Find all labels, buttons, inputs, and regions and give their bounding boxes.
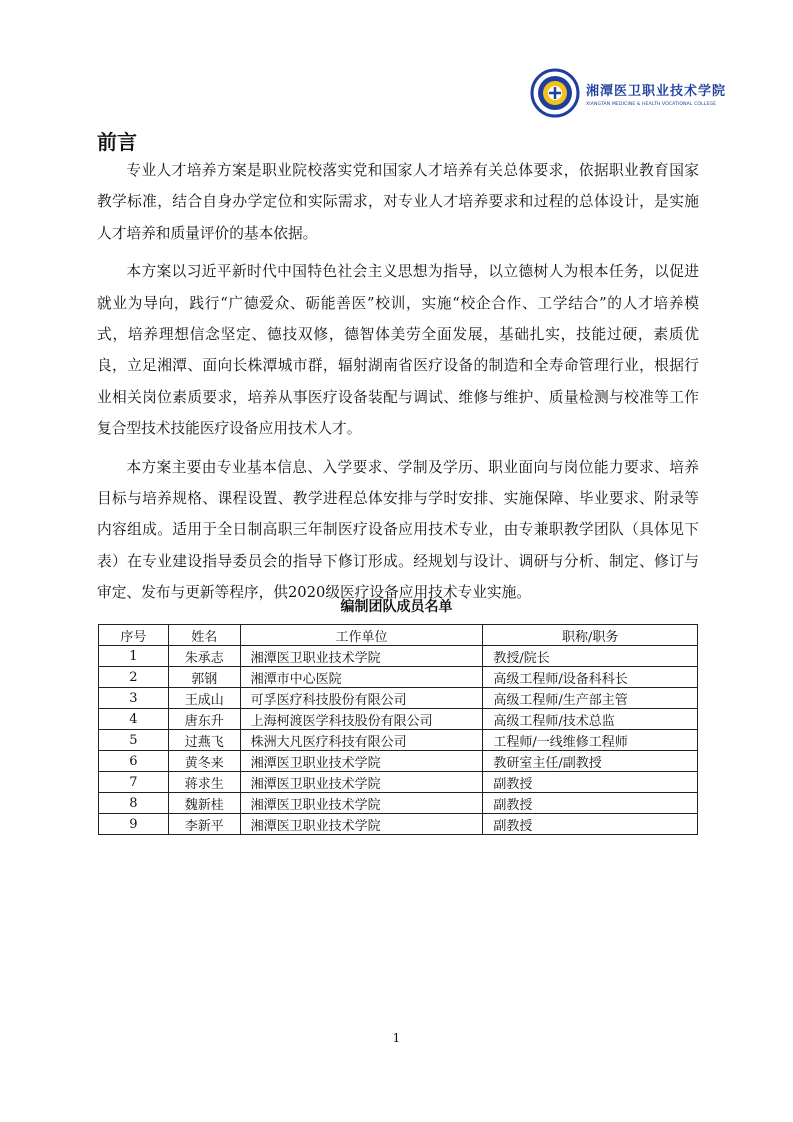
cell-name: 唐东升 bbox=[168, 709, 240, 730]
preface-body bbox=[97, 155, 699, 616]
preface-title: 前言 bbox=[97, 130, 137, 154]
cell-title: 副教授 bbox=[483, 793, 698, 814]
cell-index: 1 bbox=[99, 646, 169, 667]
table-row bbox=[99, 751, 698, 772]
college-name-cn: 湘潭医卫职业技术学院 bbox=[586, 83, 727, 99]
cell-index: 3 bbox=[99, 688, 169, 709]
table-row bbox=[99, 709, 698, 730]
cell-index: 4 bbox=[99, 709, 169, 730]
college-logo bbox=[530, 66, 730, 120]
cell-workplace: 株洲大凡医疗科技有限公司 bbox=[240, 730, 483, 751]
cell-title: 副教授 bbox=[483, 814, 698, 835]
cell-workplace: 湘潭医卫职业技术学院 bbox=[240, 772, 483, 793]
cell-index: 2 bbox=[99, 667, 169, 688]
cell-title: 高级工程师/生产部主管 bbox=[483, 688, 698, 709]
cell-index: 8 bbox=[99, 793, 169, 814]
header-name: 姓名 bbox=[168, 625, 240, 646]
cell-name: 过燕飞 bbox=[168, 730, 240, 751]
college-name-en: XIANGTAN MEDICINE & HEALTH VOCATIONAL COLLEGE bbox=[586, 101, 717, 107]
cell-name: 王成山 bbox=[168, 688, 240, 709]
cell-workplace: 湘潭医卫职业技术学院 bbox=[240, 646, 483, 667]
cell-title: 高级工程师/设备科科长 bbox=[483, 667, 698, 688]
preface-paragraph-2: 本方案以习近平新时代中国特色社会主义思想为指导，以立德树人为根本任务，以促进就业为导向，践行“广德爱众、砺能善医”校训，实施“校企合作、工学结合”的人才培养模式，培养理想信念坚定、德技双修，德智体美劳全面发展，基础扎实，技能过硬，素质优良，立足湘潭、面向长株潭城市群，辐射湖南省医疗设备的制造和全寿命管理行业，根据行业相关岗位素质要求，培养从事医疗设备装配与调试、维修与维护、质量检测与校准等工作复合型技术技能医疗设备应用技术人才。 bbox=[97, 263, 699, 438]
header-title: 职称/职务 bbox=[483, 625, 698, 646]
cell-index: 9 bbox=[99, 814, 169, 835]
cell-name: 魏新桂 bbox=[168, 793, 240, 814]
header-workplace: 工作单位 bbox=[240, 625, 483, 646]
cell-index: 7 bbox=[99, 772, 169, 793]
table-row bbox=[99, 646, 698, 667]
college-seal-icon bbox=[530, 68, 580, 118]
cell-name: 李新平 bbox=[168, 814, 240, 835]
cell-title: 副教授 bbox=[483, 772, 698, 793]
preface-paragraph-3: 本方案主要由专业基本信息、入学要求、学制及学历、职业面向与岗位能力要求、培养目标与培养规格、课程设置、教学进程总体安排与学时安排、实施保障、毕业要求、附录等内容组成。适用于全日制高职三年制医疗设备应用技术专业，由专兼职教学团队（具体见下表）在专业建设指导委员会的指导下修订形成。经规划与设计、调研与分析、制定、修订与审定、发布与更新等程序，供2020级医疗设备应用技术专业实施。 bbox=[97, 458, 699, 602]
preface-paragraph-1: 专业人才培养方案是职业院校落实党和国家人才培养有关总体要求，依据职业教育国家教学标准，结合自身办学定位和实际需求，对专业人才培养要求和过程的总体设计，是实施人才培养和质量评价的基本依据。 bbox=[97, 162, 699, 242]
page-number: 1 bbox=[392, 1031, 401, 1045]
cell-workplace: 上海柯渡医学科技股份有限公司 bbox=[240, 709, 483, 730]
cell-title: 教授/院长 bbox=[483, 646, 698, 667]
cell-title: 高级工程师/技术总监 bbox=[483, 709, 698, 730]
table-row bbox=[99, 772, 698, 793]
cell-index: 5 bbox=[99, 730, 169, 751]
header-index: 序号 bbox=[99, 625, 169, 646]
cell-name: 黄冬来 bbox=[168, 751, 240, 772]
table-header-row bbox=[99, 625, 698, 646]
table-row bbox=[99, 730, 698, 751]
cell-workplace: 可孚医疗科技股份有限公司 bbox=[240, 688, 483, 709]
cell-index: 6 bbox=[99, 751, 169, 772]
table-row bbox=[99, 793, 698, 814]
team-members-table bbox=[98, 624, 698, 835]
table-row bbox=[99, 667, 698, 688]
cell-name: 朱承志 bbox=[168, 646, 240, 667]
team-table-title: 编制团队成员名单 bbox=[340, 599, 453, 615]
cell-name: 郭钢 bbox=[168, 667, 240, 688]
cell-title: 教研室主任/副教授 bbox=[483, 751, 698, 772]
cell-title: 工程师/一线维修工程师 bbox=[483, 730, 698, 751]
cell-workplace: 湘潭市中心医院 bbox=[240, 667, 483, 688]
table-row bbox=[99, 688, 698, 709]
cell-workplace: 湘潭医卫职业技术学院 bbox=[240, 751, 483, 772]
table-row bbox=[99, 814, 698, 835]
cell-name: 蒋求生 bbox=[168, 772, 240, 793]
cell-workplace: 湘潭医卫职业技术学院 bbox=[240, 814, 483, 835]
cell-workplace: 湘潭医卫职业技术学院 bbox=[240, 793, 483, 814]
